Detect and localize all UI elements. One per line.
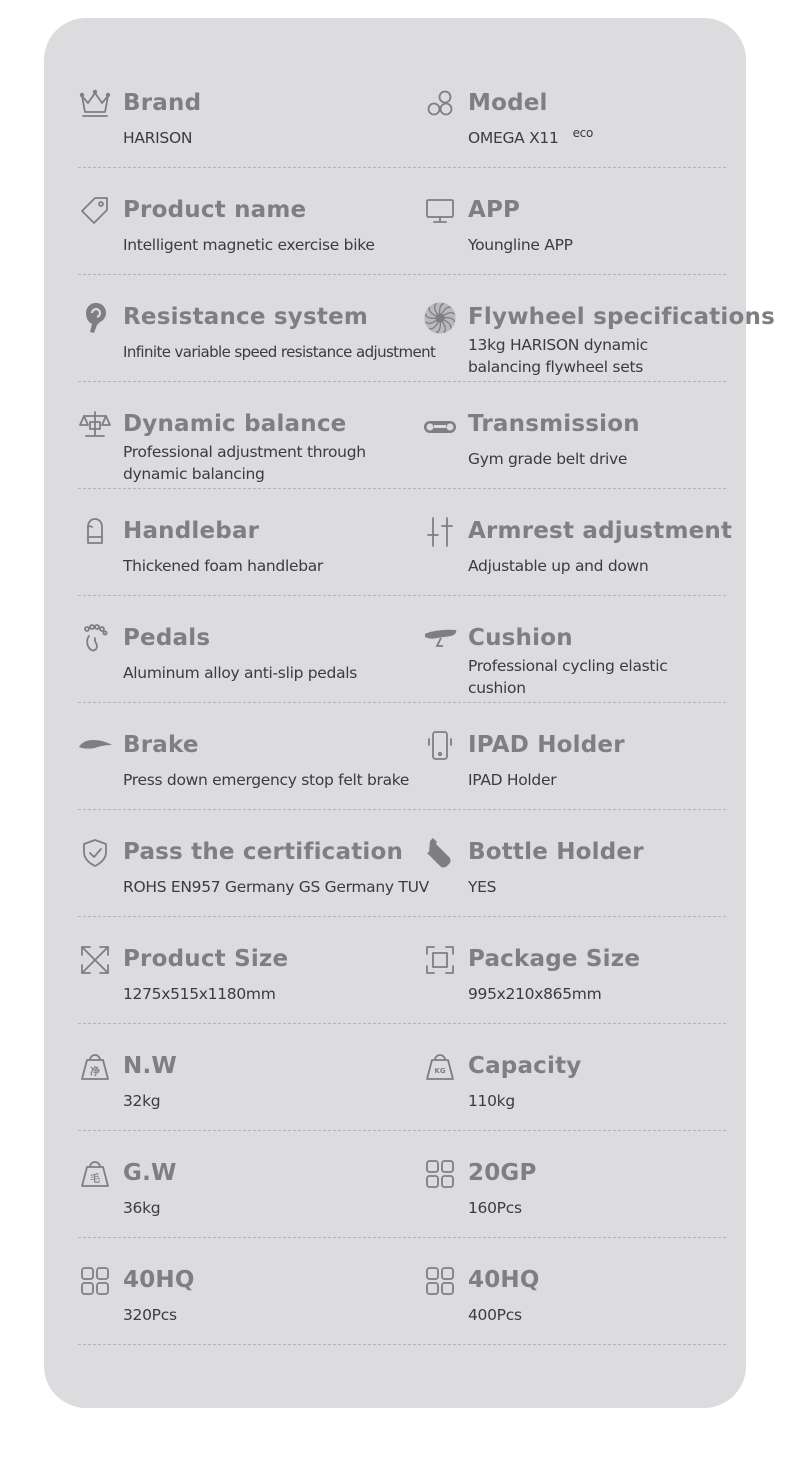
spec-item [78,274,436,381]
spec-value [468,334,698,378]
spec-value-text: 32kg [123,1092,161,1110]
spec-item [423,1130,726,1237]
spec-item [78,916,423,1023]
spec-item [423,488,733,595]
spec-item [78,488,423,595]
spec-value [468,557,648,575]
spec-title: Handlebar [123,518,260,544]
spec-value [123,1092,160,1110]
spec-title: Brand [123,90,202,116]
spec-item [78,1023,423,1130]
spec-item [423,167,726,274]
spec-row [78,381,726,489]
spec-title: 40HQ [468,1267,540,1293]
model-suffix: eco [572,126,593,140]
spec-title: Model [468,90,548,116]
footprint-icon [78,622,112,656]
shield-check-icon [78,836,112,870]
spec-item [78,1237,423,1344]
svg-text:毛: 毛 [90,1174,100,1185]
spec-item [423,1237,726,1344]
spec-title: 20GP [468,1160,537,1186]
spec-title: APP [468,197,521,223]
spec-value [123,1306,177,1324]
spec-title: G.W [123,1160,177,1186]
spec-value-text: YES [468,878,497,896]
spec-title: N.W [123,1053,177,1079]
spec-row [78,916,726,1024]
spec-item [423,1023,726,1130]
frame-square-icon [423,943,457,977]
spec-value-text: OMEGA X11 [468,129,559,147]
spec-value [123,771,409,789]
spec-value-text: Gym grade belt drive [468,450,628,468]
spec-row [78,488,733,596]
spec-row [78,274,775,382]
spec-item [78,1130,423,1237]
spec-row [78,1237,726,1345]
spec-value-text: Adjustable up and down [468,557,649,575]
spec-value [468,878,496,896]
flywheel-icon [423,301,457,335]
spec-title: Product Size [123,946,289,972]
spec-item [78,595,423,702]
spec-title: Pass the certification [123,839,404,865]
weight-net-icon [78,1050,112,1084]
spec-row [78,1130,726,1238]
spec-value-text: 110kg [468,1092,515,1110]
spec-item [423,595,726,702]
spec-value-text: IPAD Holder [468,771,557,789]
spec-item [423,60,726,167]
spec-value [123,441,393,485]
spec-title: Transmission [468,411,640,437]
spec-value-text: Thickened foam handlebar [123,557,324,575]
spec-value-text: 320Pcs [123,1306,177,1324]
spec-title: Product name [123,197,307,223]
spec-title: Brake [123,732,199,758]
spec-row [78,595,726,703]
spec-value [468,985,601,1003]
spec-value-text: Professional cycling elastic cushion [468,657,668,697]
spec-title: Cushion [468,625,573,651]
spec-item [423,916,726,1023]
glove-icon [78,515,112,549]
grid-icon [423,1264,457,1298]
spec-value-text: Aluminum alloy anti-slip pedals [123,664,358,682]
belt-drive-icon [423,410,457,444]
svg-text:净: 净 [90,1067,100,1078]
spec-item [423,809,726,916]
spec-item [423,274,775,381]
spec-value-text: HARISON [123,129,193,147]
spec-item [423,381,726,488]
spec-value-text: Professional adjustment through dynamic balancing [123,443,366,483]
spec-row [78,1023,726,1131]
phone-holder-icon [423,729,457,763]
spec-value [123,557,323,575]
slider-adjust-icon [423,515,457,549]
spec-title: Package Size [468,946,641,972]
spec-item [78,167,423,274]
spec-row [78,702,726,810]
weight-gross-icon [78,1157,112,1191]
spec-value [123,343,435,361]
balance-scale-icon [78,408,112,442]
bottle-icon [423,836,457,870]
grid-icon [423,1157,457,1191]
spec-row [78,167,726,275]
monitor-icon [423,194,457,228]
spec-value-text: 1275x515x1180mm [123,985,276,1003]
spec-title: IPAD Holder [468,732,625,758]
weight-kg-icon [423,1050,457,1084]
spec-value-text: Intelligent magnetic exercise bike [123,236,375,254]
spec-value [468,1306,522,1324]
spec-row [78,809,726,917]
saddle-icon [423,622,457,656]
circles-icon [423,87,457,121]
spec-value [468,1092,515,1110]
spec-value [123,236,375,254]
spec-value [123,664,357,682]
brake-icon [78,729,112,763]
spec-value [468,236,573,254]
spec-value-text: 400Pcs [468,1306,522,1324]
spec-value-text: 160Pcs [468,1199,522,1217]
spec-title: Resistance system [123,304,369,330]
spec-value-text: Youngline APP [468,236,573,254]
spec-value [468,655,698,699]
spec-value-text: ROHS EN957 Germany GS Germany TUV [123,878,429,896]
spec-value-text: 995x210x865mm [468,985,602,1003]
resistance-knob-icon [78,301,112,335]
spec-title: Armrest adjustment [468,518,733,544]
spec-title: Dynamic balance [123,411,347,437]
spec-value [468,450,627,468]
spec-title: 40HQ [123,1267,195,1293]
spec-row [78,60,726,168]
spec-value-text: 36kg [123,1199,161,1217]
spec-value [468,126,593,147]
spec-item [78,381,423,488]
spec-title: Flywheel specifications [468,304,775,330]
expand-arrows-icon [78,943,112,977]
crown-icon [78,87,112,121]
spec-value [123,878,429,896]
spec-value-text: 13kg HARISON dynamic balancing flywheel sets [468,336,648,376]
spec-value [123,129,192,147]
spec-item [423,702,726,809]
spec-title: Pedals [123,625,211,651]
tag-icon [78,194,112,228]
spec-value [123,985,276,1003]
grid-icon [78,1264,112,1298]
spec-item [78,702,423,809]
spec-value-text: Press down emergency stop felt brake [123,771,410,789]
spec-value-text: Infinite variable speed resistance adjustment [123,343,436,361]
spec-item [78,809,429,916]
spec-value [123,1199,160,1217]
spec-title: Capacity [468,1053,582,1079]
spec-title: Bottle Holder [468,839,644,865]
spec-value [468,1199,522,1217]
svg-text:KG: KG [434,1067,446,1075]
spec-value [468,771,556,789]
spec-item [78,60,423,167]
